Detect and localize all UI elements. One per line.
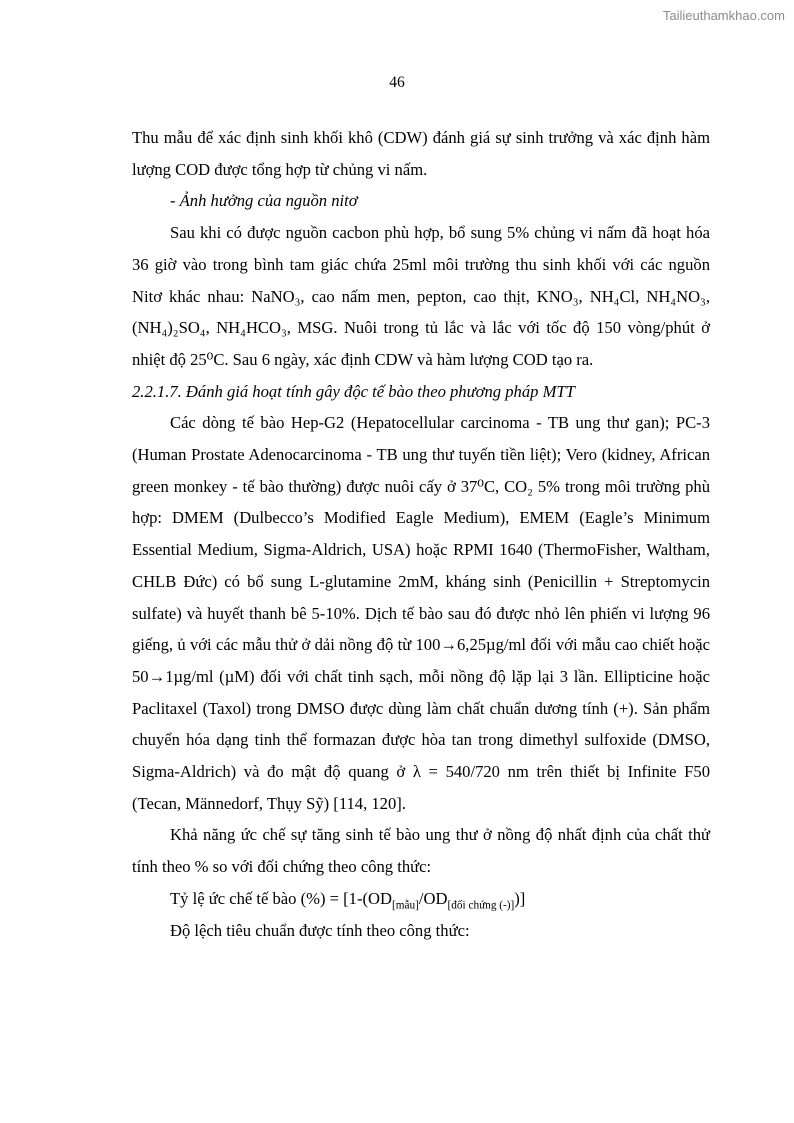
formula-inhibition-rate — [132, 883, 710, 915]
paragraph-mtt-method: Các dòng tế bào Hep-G2 (Hepatocellular carcinoma - TB ung thư gan); PC-3 (Human Prostate Adenocarcinoma - TB ung thư tuyến tiền liệt); Vero (kidney, African green monkey - tế bào thường) được nuôi cấy ở 37⁰C, CO₂ 5% trong môi trường phù hợp: DMEM (Dulbecco’s Modified Eagle Medium), EMEM (Eagle’s Minimum Essential Medium, Sigma-Aldrich, USA) hoặc RPMI 1640 (ThermoFisher, Waltham, CHLB Đức) có bổ sung L-glutamine 2mM, kháng sinh (Penicillin + Streptomycin sulfate) và huyết thanh bê 5-10%. Dịch tế bào sau đó được nhỏ lên phiến vi lượng 96 giếng, ủ với các mẫu thử ở dải nồng độ từ 100→6,25µg/ml đối với mẫu cao chiết hoặc 50→1µg/ml (µM) đối với chất tinh sạch, mỗi nồng độ lặp lại 3 lần. Ellipticine hoặc Paclitaxel (Taxol) trong DMSO được dùng làm chất chuẩn dương tính (+). Sản phẩm chuyển hóa dạng tinh thể formazan được hòa tan trong dimethyl sulfoxide (DMSO, Sigma-Aldrich) và đo mật độ quang ở λ = 540/720 nm trên thiết bị Infinite F50 (Tecan, Männedorf, Thụy Sỹ) [114, 120]. — [132, 413, 710, 813]
formula-mid: /OD — [418, 888, 448, 908]
formula-sub-sample: [mẫu] — [392, 899, 419, 912]
paragraph-nitrogen-experiment: Sau khi có được nguồn cacbon phù hợp, bổ sung 5% chủng vi nấm đã hoạt hóa 36 giờ vào trong bình tam giác chứa 25ml môi trường thu sinh khối với các nguồn Nitơ khác nhau: NaNO₃, cao nấm men, pepton, cao thịt, KNO₃, NH₄Cl, NH₄NO₃, (NH₄)₂SO₄, NH₄HCO₃, MSG. Nuôi trong tủ lắc và lắc với tốc độ 150 vòng/phút ở nhiệt độ 25⁰C. Sau 6 ngày, xác định CDW và hàm lượng COD tạo ra. — [132, 223, 710, 369]
page-number: 46 — [389, 74, 405, 91]
paragraph-stddev-intro: Độ lệch tiêu chuẩn được tính theo công thức: — [170, 920, 470, 940]
formula-sub-control: [đối chứng (-)] — [447, 899, 515, 912]
page-content — [132, 122, 710, 946]
paragraph-intro: Thu mẫu để xác định sinh khối khô (CDW) đánh giá sự sinh trưởng và xác định hàm lượng COD được tổng hợp từ chủng vi nấm. — [132, 128, 710, 179]
formula-suffix: )] — [514, 888, 526, 908]
watermark-text: Tailieuthamkhao.com — [662, 8, 785, 23]
section-heading-2-2-1-7: 2.2.1.7. Đánh giá hoạt tính gây độc tế bào theo phương pháp MTT — [132, 381, 575, 401]
subheading-nitrogen-source: - Ảnh hưởng của nguồn nitơ — [170, 191, 358, 211]
formula-prefix: Tỷ lệ ức chế tế bào (%) = [1-(OD — [170, 888, 392, 908]
paragraph-inhibition-intro: Khả năng ức chế sự tăng sinh tế bào ung thư ở nồng độ nhất định của chất thử tính theo % so với đối chứng theo công thức: — [132, 825, 710, 877]
